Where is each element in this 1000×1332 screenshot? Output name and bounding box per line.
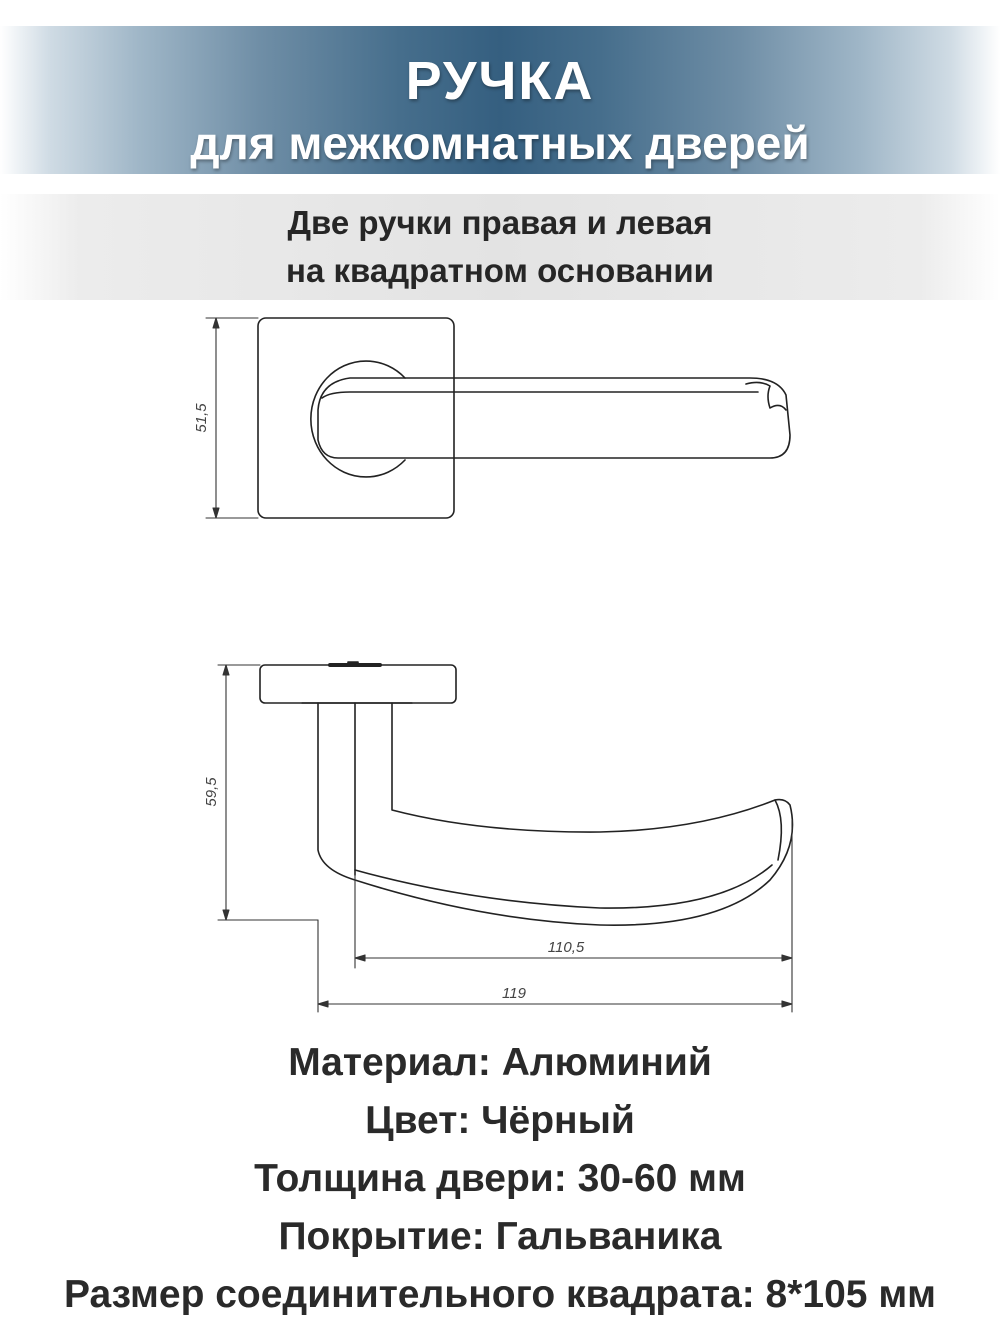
side-view-dimensions bbox=[218, 665, 792, 1012]
dimension-label-51-5: 51,5 bbox=[193, 403, 210, 433]
product-title: РУЧКА bbox=[405, 51, 595, 111]
lever-edge-line bbox=[322, 392, 758, 398]
rosette-profile bbox=[260, 665, 456, 703]
title-banner bbox=[0, 26, 1000, 174]
lever-profile bbox=[318, 703, 793, 925]
dimension-label-119: 119 bbox=[502, 985, 526, 1002]
specifications-list bbox=[0, 1034, 1000, 1324]
technical-drawing bbox=[0, 300, 1000, 1030]
description-banner bbox=[0, 194, 1000, 300]
top-view-dimension bbox=[206, 318, 258, 518]
spec-color: Цвет: Чёрный bbox=[365, 1099, 635, 1142]
lever-outline bbox=[318, 378, 790, 458]
top-view-handle bbox=[258, 318, 790, 518]
spec-door-thickness: Толщина двери: 30-60 мм bbox=[254, 1157, 746, 1200]
description-line-2: на квадратном основании bbox=[286, 252, 714, 289]
dimension-label-59-5: 59,5 bbox=[203, 777, 220, 807]
spec-coating: Покрытие: Гальваника bbox=[278, 1215, 722, 1258]
description-line-1: Две ручки правая и левая bbox=[287, 204, 713, 241]
spec-connecting-square-size: Размер соединительного квадрата: 8*105 мм bbox=[63, 1273, 937, 1316]
side-view-handle bbox=[260, 662, 793, 925]
product-subtitle: для межкомнатных дверей bbox=[190, 117, 810, 169]
spec-material: Материал: Алюминий bbox=[288, 1041, 712, 1084]
square-rosette bbox=[258, 318, 454, 518]
dimension-label-110-5: 110,5 bbox=[547, 939, 585, 956]
